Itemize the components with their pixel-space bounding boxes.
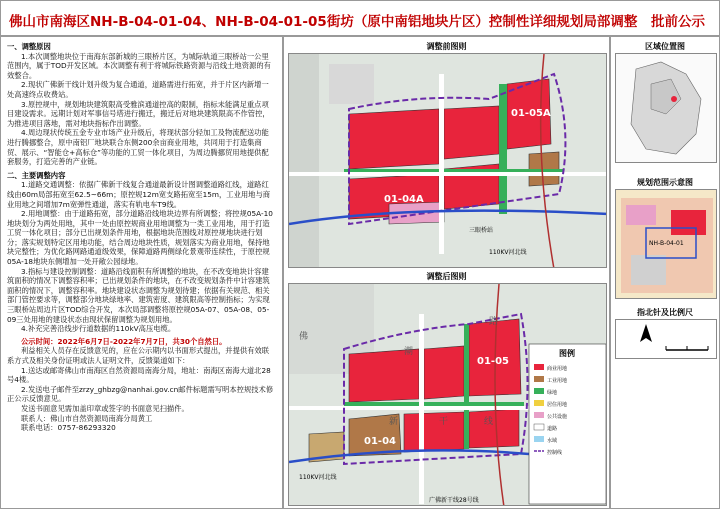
legend-item-0: 商业用地 xyxy=(547,366,568,372)
location-map-svg xyxy=(616,54,717,163)
after-label-0105: 01-05 xyxy=(477,356,509,367)
before-110kv-label: 110KV河北线 xyxy=(489,249,527,256)
reason-para-4: 4.周边现状传统五金专业市场产业升级后，将现状部分轻加工及物流配送功能进行腾挪整合，原中南铝厂地块联合东侧200余亩商业用地，共同用于打造集商贸、展示、“智能仓+高标仓”等功能的工贸一体化项目，为周边腾挪贸用地提供配套服务，打造完善的产业链。 xyxy=(7,128,269,167)
before-map-title: 调整前图则 xyxy=(426,42,467,51)
north-title: 指北针及比例尺 xyxy=(637,308,693,317)
before-label-0104A: 01-04A xyxy=(384,194,424,205)
road-char-xian: 线 xyxy=(484,417,494,427)
road-char-fo: 佛 xyxy=(299,332,309,342)
after-station-label: 广佛新干线28号线 xyxy=(429,497,479,504)
after-map xyxy=(288,283,607,506)
header-bar xyxy=(0,0,720,36)
contact-para-2: 1.送达或邮寄佛山市南海区自然资源局南海分局，地址：南海区南海大道北28号4楼。 xyxy=(7,365,271,385)
before-station-label: 三眼桥站 xyxy=(469,227,494,234)
north-arrow-box xyxy=(615,319,717,359)
reason-para-1: 1.本次调整地块位于南海东部新城的三眼桥片区，为城际轨道三眼桥站一公里范围内，属于TOD开发区域。本次调整有利于将城际铁路资源与沿线土地资源的有效整合。 xyxy=(7,51,271,80)
scope-map-title: 规划范围示意图 xyxy=(637,178,693,187)
location-map xyxy=(615,53,717,163)
road-char-xin: 新 xyxy=(389,417,399,427)
contact-phone: 联系电话：0757-86293320 xyxy=(21,423,116,433)
after-map-svg xyxy=(289,284,607,506)
reason-para-2: 2.现状广佛新干线计划升级为复合通道，道路需进行拓宽，并于片区内新增一处高速终点收费站。 xyxy=(7,80,269,99)
contact-para-3: 2.发送电子邮件至zrzy_ghbzg@nanhai.gov.cn邮件标题需写明本控规技术修正公示反馈意见。 xyxy=(7,384,274,404)
publicity-period: 公示时间：2022年6月7日-2022年7月7日，共30个自然日。 xyxy=(21,336,227,346)
content-para-4: 4.补充完善沿线步行道数据的110kV高压电缆。 xyxy=(21,324,176,334)
section-content-title: 二、主要调整内容 xyxy=(7,170,66,180)
before-label-0105A: 01-05A xyxy=(511,108,551,119)
text-panel xyxy=(0,36,283,509)
notice-label: 批前公示 xyxy=(651,14,705,30)
contact-person: 联系人：佛山市自然资源局南海分局黄工 xyxy=(21,413,153,423)
after-label-0104: 01-04 xyxy=(364,436,396,447)
location-map-title: 区域位置图 xyxy=(645,42,685,51)
before-map xyxy=(288,53,607,268)
contact-para-4: 发送书面意见需加盖印章或签字的书面意见扫描件。 xyxy=(21,403,189,413)
before-map-svg xyxy=(289,54,607,268)
contact-para-1: 利益相关人员存在反馈意见的，应在公示期内以书面形式提出，并提供有效联系方式及相关身份证明或法人证明文件，反馈渠道如下： xyxy=(7,346,270,365)
scope-label: NH-B-04-01 xyxy=(649,240,684,247)
legend-item-1: 工业用地 xyxy=(547,378,568,384)
after-map-title: 调整后图则 xyxy=(426,272,467,281)
side-panel xyxy=(610,36,720,509)
content-para-2: 2.用地调整：由于道路拓宽，部分道路沿线地块边界有所调整；将控规05A-10地块划分为两处用地，其中一处由原控规商业用地调整为一类工业用地，用于打造工贸一体化项目；部分已出规划条件用地，根据地块范围线对原控规地块进行划分；落实规划特定区用地功能，结合周边地块性质，规划落实为商业用地，保持地块完整性；为优化路网路通道级效果，保障道路两侧绿化景观带连续性，于原控规05A-18地块东侧增加一处开敞公园绿地。 xyxy=(7,209,273,267)
road-char-chao: 潮 xyxy=(404,347,414,357)
legend-title: 图例 xyxy=(559,349,575,358)
scope-map-svg xyxy=(616,190,717,299)
content-para-1: 1.道路交通调整：依据广佛新干线复合通道最新设计图调整道路红线，道路红线由60m局部拓宽至62.5~66m；原控规12m宽支路拓宽至15m，工业用地与商业用地之间增加7m宽弹性通道，落实有轨电车T9线。 xyxy=(7,180,271,209)
section-adjust-reason-title: 一、调整原因 xyxy=(7,42,51,51)
north-arrow-icon xyxy=(616,320,717,359)
map-panel xyxy=(283,36,610,509)
legend-item-2: 绿地 xyxy=(547,390,558,396)
after-110kv-label: 110KV河北线 xyxy=(299,474,337,481)
legend-item-7: 控制线 xyxy=(547,450,563,456)
content-para-3: 3.指标与建设控制调整：道路沿线面积有所调整的地块，在不改变地块计容建筑面积的情况下调整容积率；已出规划条件的地块，在不改变规划条件中计容建筑面积的情况下，调整容积率。地块建设状态调整为规划待建；依据有关规范、相关部门管控要求等，调整部分地块绿地率、建筑密度、建筑限高等控制指标；为实现三眼桥站周边片区TOD综合开发，本次局部调整将原控规05A-07、05A-08、05-09三处用地的建设状态由现状保留调整为规划用地。 xyxy=(7,266,270,324)
legend-item-6: 水域 xyxy=(547,438,558,444)
scope-map xyxy=(615,189,717,299)
road-char-gan: 干 xyxy=(439,417,449,427)
legend-item-4: 公共设施 xyxy=(547,414,568,420)
reason-para-3: 3.原控规中，规划地块建筑限高受雅滨通道控高的限制，指标未能满足重点项目建设需求。远期计划对军事信号塔进行搬迁，搬迁后对地块建筑限高不作管控，为推进项目落地，需对地块指标作出调整。 xyxy=(7,99,270,128)
page-title: 佛山市南海区NH-B-04-01-04、NH-B-04-01-05街坊（原中南铝地块片区）控制性详细规划局部调整 xyxy=(9,14,638,30)
legend-item-5: 道路 xyxy=(547,426,558,432)
legend-item-3: 居住用地 xyxy=(547,402,568,408)
road-char-lu: 路 xyxy=(489,317,499,327)
